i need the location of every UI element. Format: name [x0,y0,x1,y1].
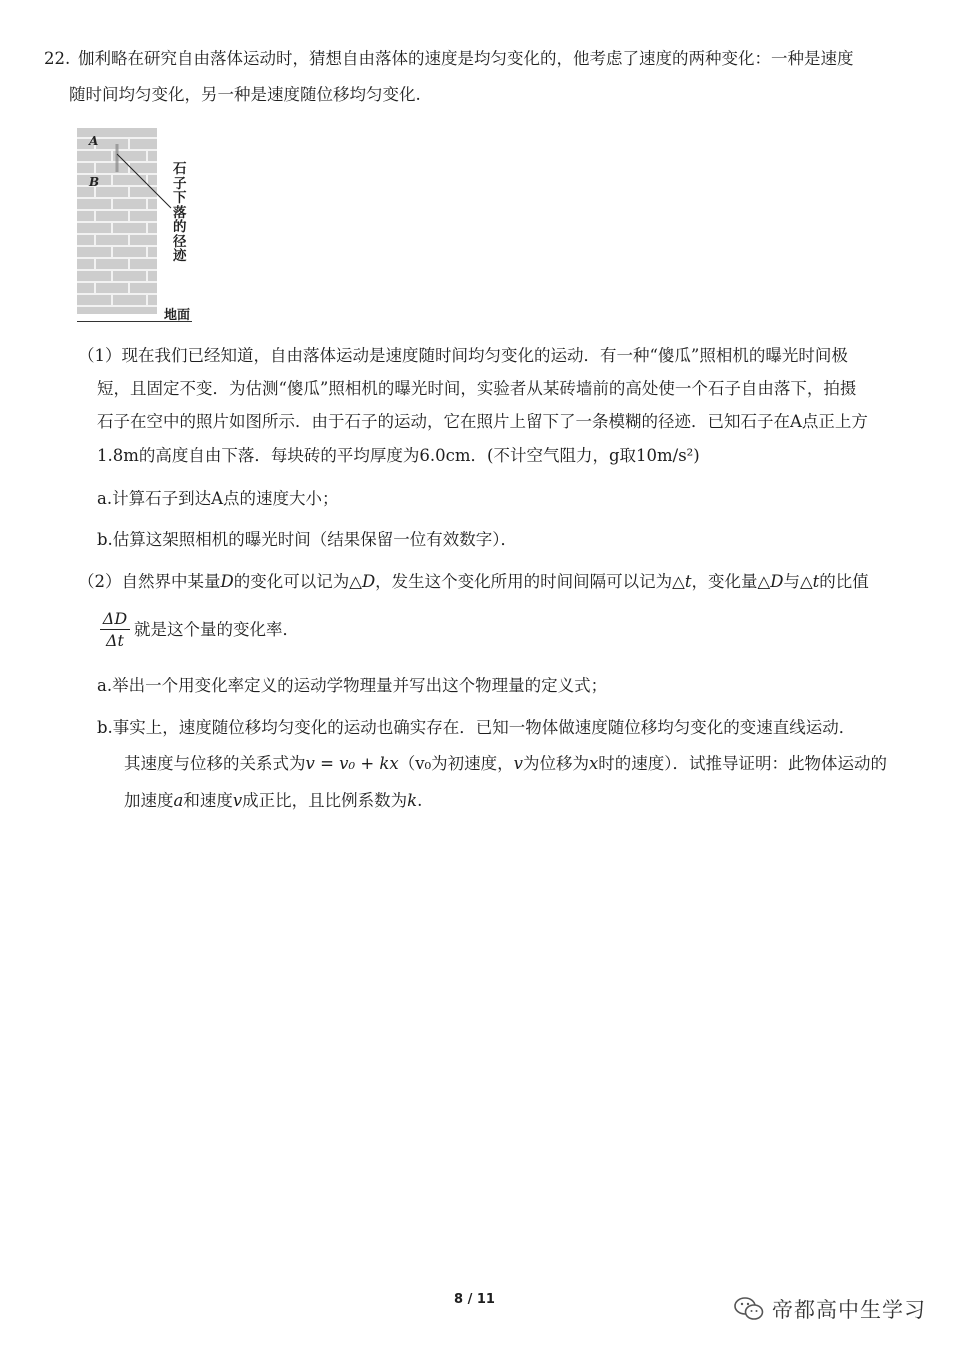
fraction-denominator: Δt [106,631,124,650]
question-intro-line1: 伽利略在研究自由落体运动时，猜想自由落体的速度是均匀变化的，他考虑了速度的两种变化：一种是速度 [78,49,854,68]
part2-sub-b-line2: 其速度与位移的关系式为v = v₀ + kx（v₀为初速度，v为位移为x时的速度）．试推导证明：此物体运动的 [124,754,888,773]
part1-sub-b: b.估算这架照相机的曝光时间（结果保留一位有效数字）． [97,530,518,549]
wechat-icon [734,1296,764,1322]
ground-label: 地面 [164,308,191,323]
part2-line1: （2）自然界中某量D的变化可以记为△D，发生这个变化所用的时间间隔可以记为△t，变化量△D与△t的比值 [78,572,869,591]
point-b-label: B [89,175,100,189]
velocity-formula: v = v₀ + kx [305,754,399,773]
leader-line [115,152,175,212]
part1-line1: （1）现在我们已经知道，自由落体运动是速度随时间均匀变化的运动．有一种“傻瓜”照相机的曝光时间极 [78,346,848,365]
point-a-label: A [89,134,99,148]
fraction-numerator: ΔD [102,609,128,628]
part1-line2: 短，且固定不变．为估测“傻瓜”照相机的曝光时间，实验者从某砖墙前的高处使一个石子自由落下，拍摄 [97,379,857,398]
brick-wall-figure [77,128,237,326]
question-intro-line2: 随时间均匀变化，另一种是速度随位移均匀变化. [69,85,421,104]
watermark-text: 帝都高中生学习 [772,1298,926,1322]
part1-line3: 石子在空中的照片如图所示．由于石子的运动，它在照片上留下了一条模糊的径迹．已知石子在A点正上方 [97,412,868,431]
fraction-bar [100,629,130,630]
page-number: 8 / 11 [454,1292,495,1307]
rate-fraction [100,610,130,650]
part2-sub-b-line1: b.事实上，速度随位移均匀变化的运动也确实存在．已知一物体做速度随位移均匀变化的变速直线运动． [97,718,856,737]
part2-sub-a: a.举出一个用变化率定义的运动学物理量并写出这个物理量的定义式； [97,676,608,695]
part1-sub-a: a.计算石子到达A点的速度大小； [97,489,339,508]
watermark [734,1294,926,1324]
part2-line2: 就是这个量的变化率． [134,620,299,639]
question-number: 22. [44,49,71,68]
part2-sub-b-line3: 加速度a和速度v成正比，且比例系数为k. [124,791,423,810]
trace-label: 石子下落的径迹 [173,161,187,264]
part1-line4: 1.8m的高度自由下落．每块砖的平均厚度为6.0cm．(不计空气阻力，g取10m/s²) [97,446,700,465]
